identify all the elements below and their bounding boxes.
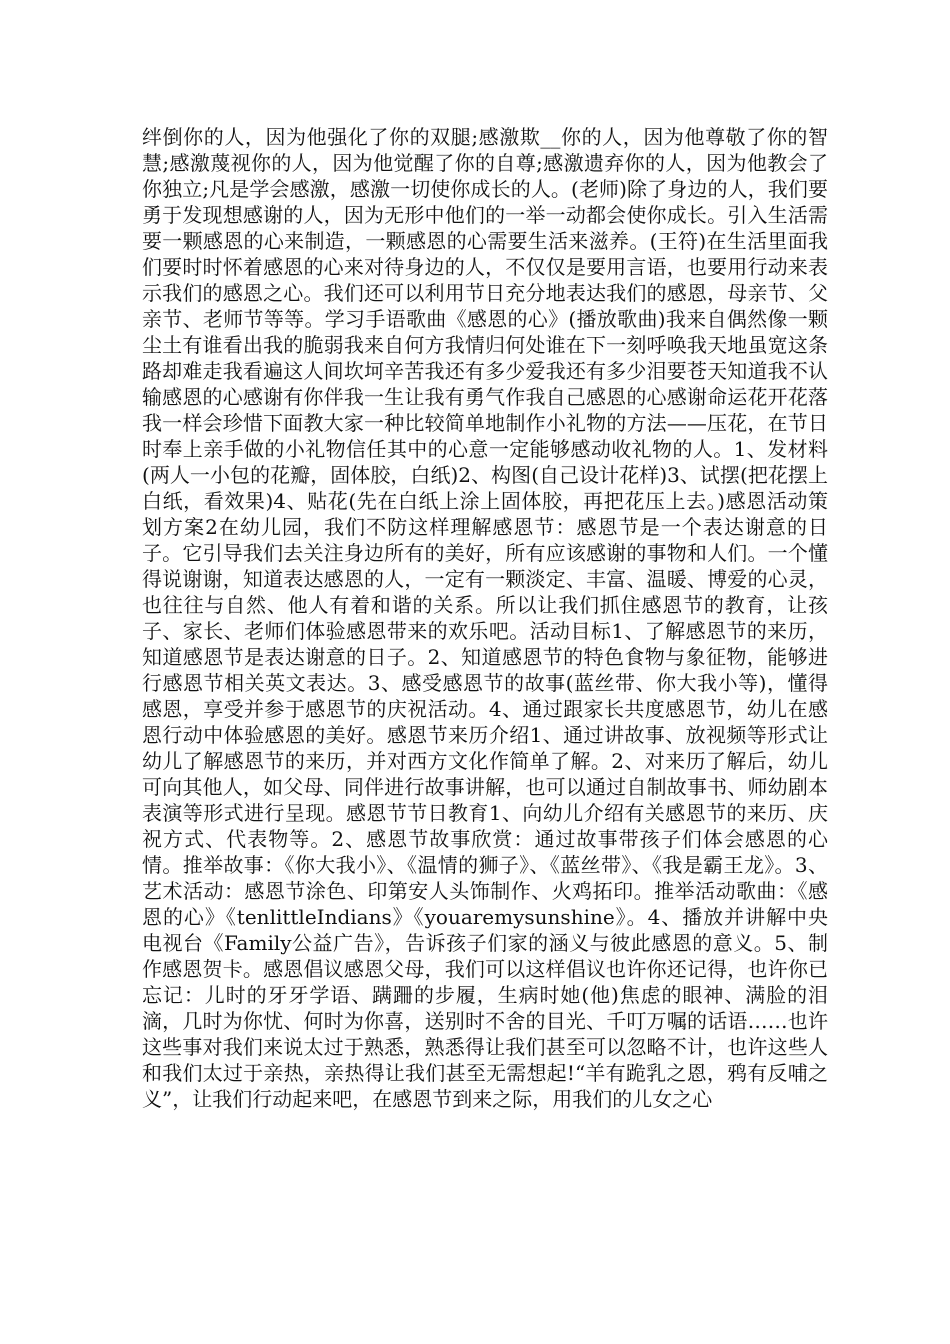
body-text: 绊倒你的人，因为他强化了你的双腿;感激欺__你的人，因为他尊敬了你的智慧;感激蔑视你的人，因为他觉醒了你的自尊;感激遗弃你的人，因为他教会了你独立;凡是学会感激，感激一切使你成长的人。(老师)除了身边的人，我们要勇于发现想感谢的人，因为无形中他们的一举一动都会使你成长。引入生活需要一颗感恩的心来制造，一颗感恩的心需要生活来滋养。(王符)在生活里面我们要时时怀着感恩的心来对待身边的人，不仅仅是要用言语，也要用行动来表示我们的感恩之心。我们还可以利用节日充分地表达我们的感恩，母亲节、父亲节、老师节等等。学习手语歌曲《感恩的心》(播放歌曲)我来自偶然像一颗尘土有谁看出我的脆弱我来自何方我情归何处谁在下一刻呼唤我天地虽宽这条路却难走我看遍这人间坎坷辛苦我还有多少爱我还有多少泪要苍天知道我不认输感恩的心感谢有你伴我一生让我有勇气作我自己感恩的心感谢命运花开花落我一样会珍惜下面教大家一种比较简单地制作小礼物的方法——压花，在节日时奉上亲手做的小礼物信任其中的心意一定能够感动收礼物的人。1、发材料(两人一小包的花瓣，固体胶，白纸)2、构图(自己设计花样)3、试摆(把花摆上白纸，看效果)4、贴花(先在白纸上涂上固体胶，再把花压上去。)感恩活动策划方案2在幼儿园，我们不防这样理解感恩节：感恩节是一个表达谢意的日子。它引导我们去关注身边所有的美好，所有应该感谢的事物和人们。一个懂得说谢谢，知道表达感恩的人，一定有一颗淡定、丰富、温暖、博爱的心灵，也往往与自然、他人有着和谐的关系。所以让我们抓住感恩节的教育，让孩子、家长、老师们体验感恩带来的欢乐吧。活动目标1、了解感恩节的来历，知道感恩节是表达谢意的日子。2、知道感恩节的特色食物与象征物，能够进行感恩节相关英文表达。3、感受感恩节的故事(蓝丝带、你大我小等)，懂得感恩，享受并参于感恩节的庆祝活动。4、通过跟家长共度感恩节，幼儿在感恩行动中体验感恩的美好。感恩节来历介绍1、通过讲故事、放视频等形式让幼儿了解感恩节的来历，并对西方文化作简单了解。2、对来历了解后，幼儿可向其他人，如父母、同伴进行故事讲解，也可以通过自制故事书、师幼剧本表演等形式进行呈现。感恩节节日教育1、向幼儿介绍有关感恩节的来历、庆祝方式、代表物等。2、感恩节故事欣赏：通过故事带孩子们体会感恩的心情。推举故事：《你大我小》、《温情的狮子》、《蓝丝带》、《我是霸王龙》。3、艺术活动：感恩节涂色、印第安人头饰制作、火鸡拓印。推举活动歌曲：《感恩的心》《tenlittleIndians》《youaremysunshine》。4、播放并讲解中央电视台《Family公益广告》，告诉孩子们家的涵义与彼此感恩的意义。5、制作感恩贺卡。感恩倡议感恩父母，我们可以这样倡议也许你还记得，也许你已忘记：儿时的牙牙学语、蹒跚的步履，生病时她(他)焦虑的眼神、满脸的泪滴，几时为你忧、何时为你喜，送别时不舍的目光、千叮万嘱的话语……也许这些事对我们来说太过于熟悉，熟悉得让我们甚至可以忽略不计，也许这些人和我们太过于亲热，亲热得让我们甚至无需想起!“羊有跪乳之恩，鸦有反哺之义”，让我们行动起来吧，在感恩节到来之际，用我们的儿女之心 — [142, 125, 828, 1111]
